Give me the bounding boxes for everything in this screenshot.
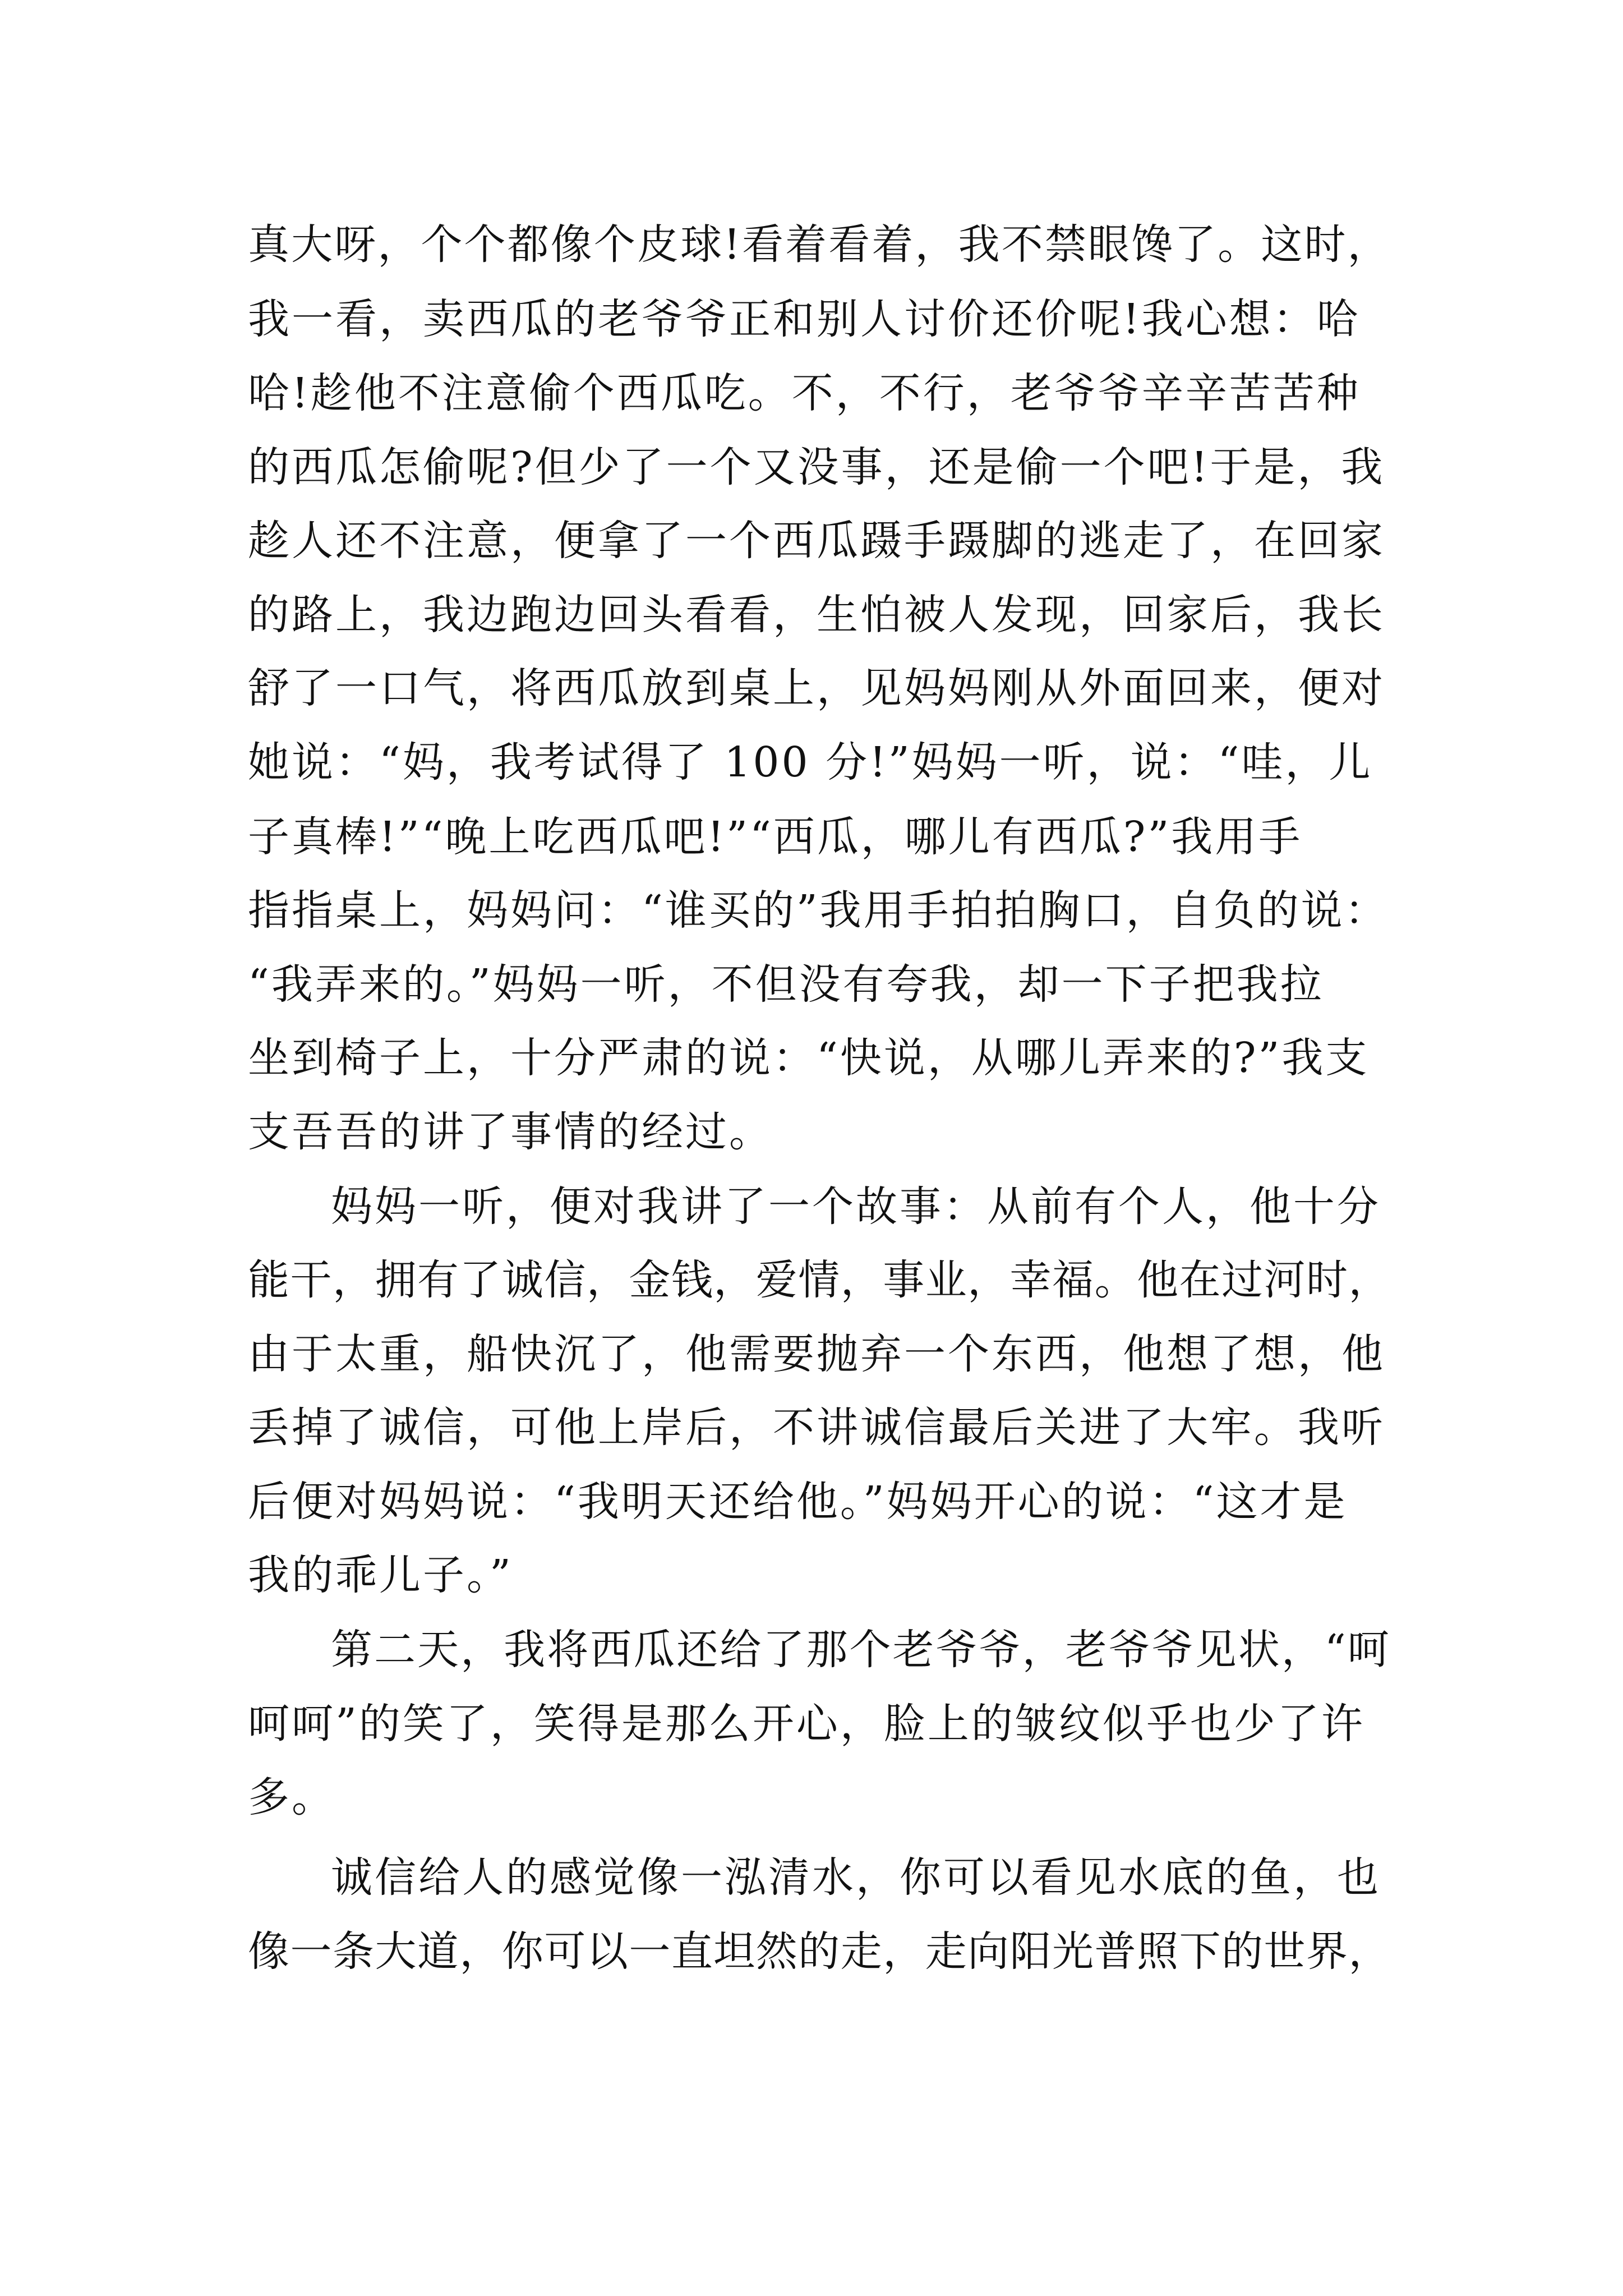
text-line: 多。 — [248, 1773, 335, 1821]
text-line: “我弄来的。”妈妈一听，不但没有夸我，却一下子把我拉 — [248, 960, 1324, 1009]
paragraph-first-line: 诚信给人的感觉像一泓清水，你可以看见水底的鱼，也 — [331, 1853, 1381, 1902]
text-line: 支吾吾的讲了事情的经过。 — [248, 1108, 773, 1156]
text-line: 丢掉了诚信，可他上岸后，不讲诚信最后关进了大牢。我听 — [248, 1404, 1385, 1452]
text-line: 坐到椅子上，十分严肃的说：“快说，从哪儿弄来的?”我支 — [248, 1034, 1370, 1082]
text-line: 由于太重，船快沉了，他需要抛弃一个东西，他想了想，他 — [248, 1330, 1385, 1378]
text-line: 呵呵”的笑了，笑得是那么开心，脸上的皱纹似乎也少了许 — [248, 1700, 1365, 1748]
paragraph-first-line: 第二天，我将西瓜还给了那个老爷爷，老爷爷见状，“呵 — [331, 1626, 1391, 1674]
text-line: 能干，拥有了诚信，金钱，爱情，事业，幸福。他在过河时， — [248, 1256, 1391, 1304]
text-line: 指指桌上，妈妈问：“谁买的”我用手拍拍胸口，自负的说： — [248, 886, 1389, 935]
text-line: 我的乖儿子。” — [248, 1551, 513, 1599]
text-line: 舒了一口气，将西瓜放到桌上，见妈妈刚从外面回来，便对 — [248, 664, 1385, 712]
text-line: 真大呀，个个都像个皮球!看着看着，我不禁眼馋了。这时， — [248, 220, 1391, 269]
text-line: 的西瓜怎偷呢?但少了一个又没事，还是偷一个吧!于是，我 — [248, 443, 1385, 491]
paragraph-first-line: 妈妈一听，便对我讲了一个故事：从前有个人，他十分 — [331, 1182, 1381, 1231]
text-line: 子真棒!”“晚上吃西瓜吧!”“西瓜，哪儿有西瓜?”我用手 — [248, 813, 1303, 861]
text-line: 后便对妈妈说：“我明天还给他。”妈妈开心的说：“这才是 — [248, 1478, 1348, 1526]
text-line: 哈!趁他不注意偷个西瓜吃。不，不行，老爷爷辛辛苦苦种 — [248, 369, 1361, 417]
text-line: 像一条大道，你可以一直坦然的走，走向阳光普照下的世界， — [248, 1927, 1391, 1976]
text-line: 我一看，卖西瓜的老爷爷正和别人讨价还价呢!我心想：哈 — [248, 295, 1361, 343]
text-line: 趁人还不注意，便拿了一个西瓜蹑手蹑脚的逃走了，在回家 — [248, 517, 1385, 565]
text-line: 她说：“妈，我考试得了 100 分!”妈妈一听，说：“哇，儿 — [248, 738, 1373, 786]
text-line: 的路上，我边跑边回头看看，生怕被人发现，回家后，我长 — [248, 591, 1385, 639]
